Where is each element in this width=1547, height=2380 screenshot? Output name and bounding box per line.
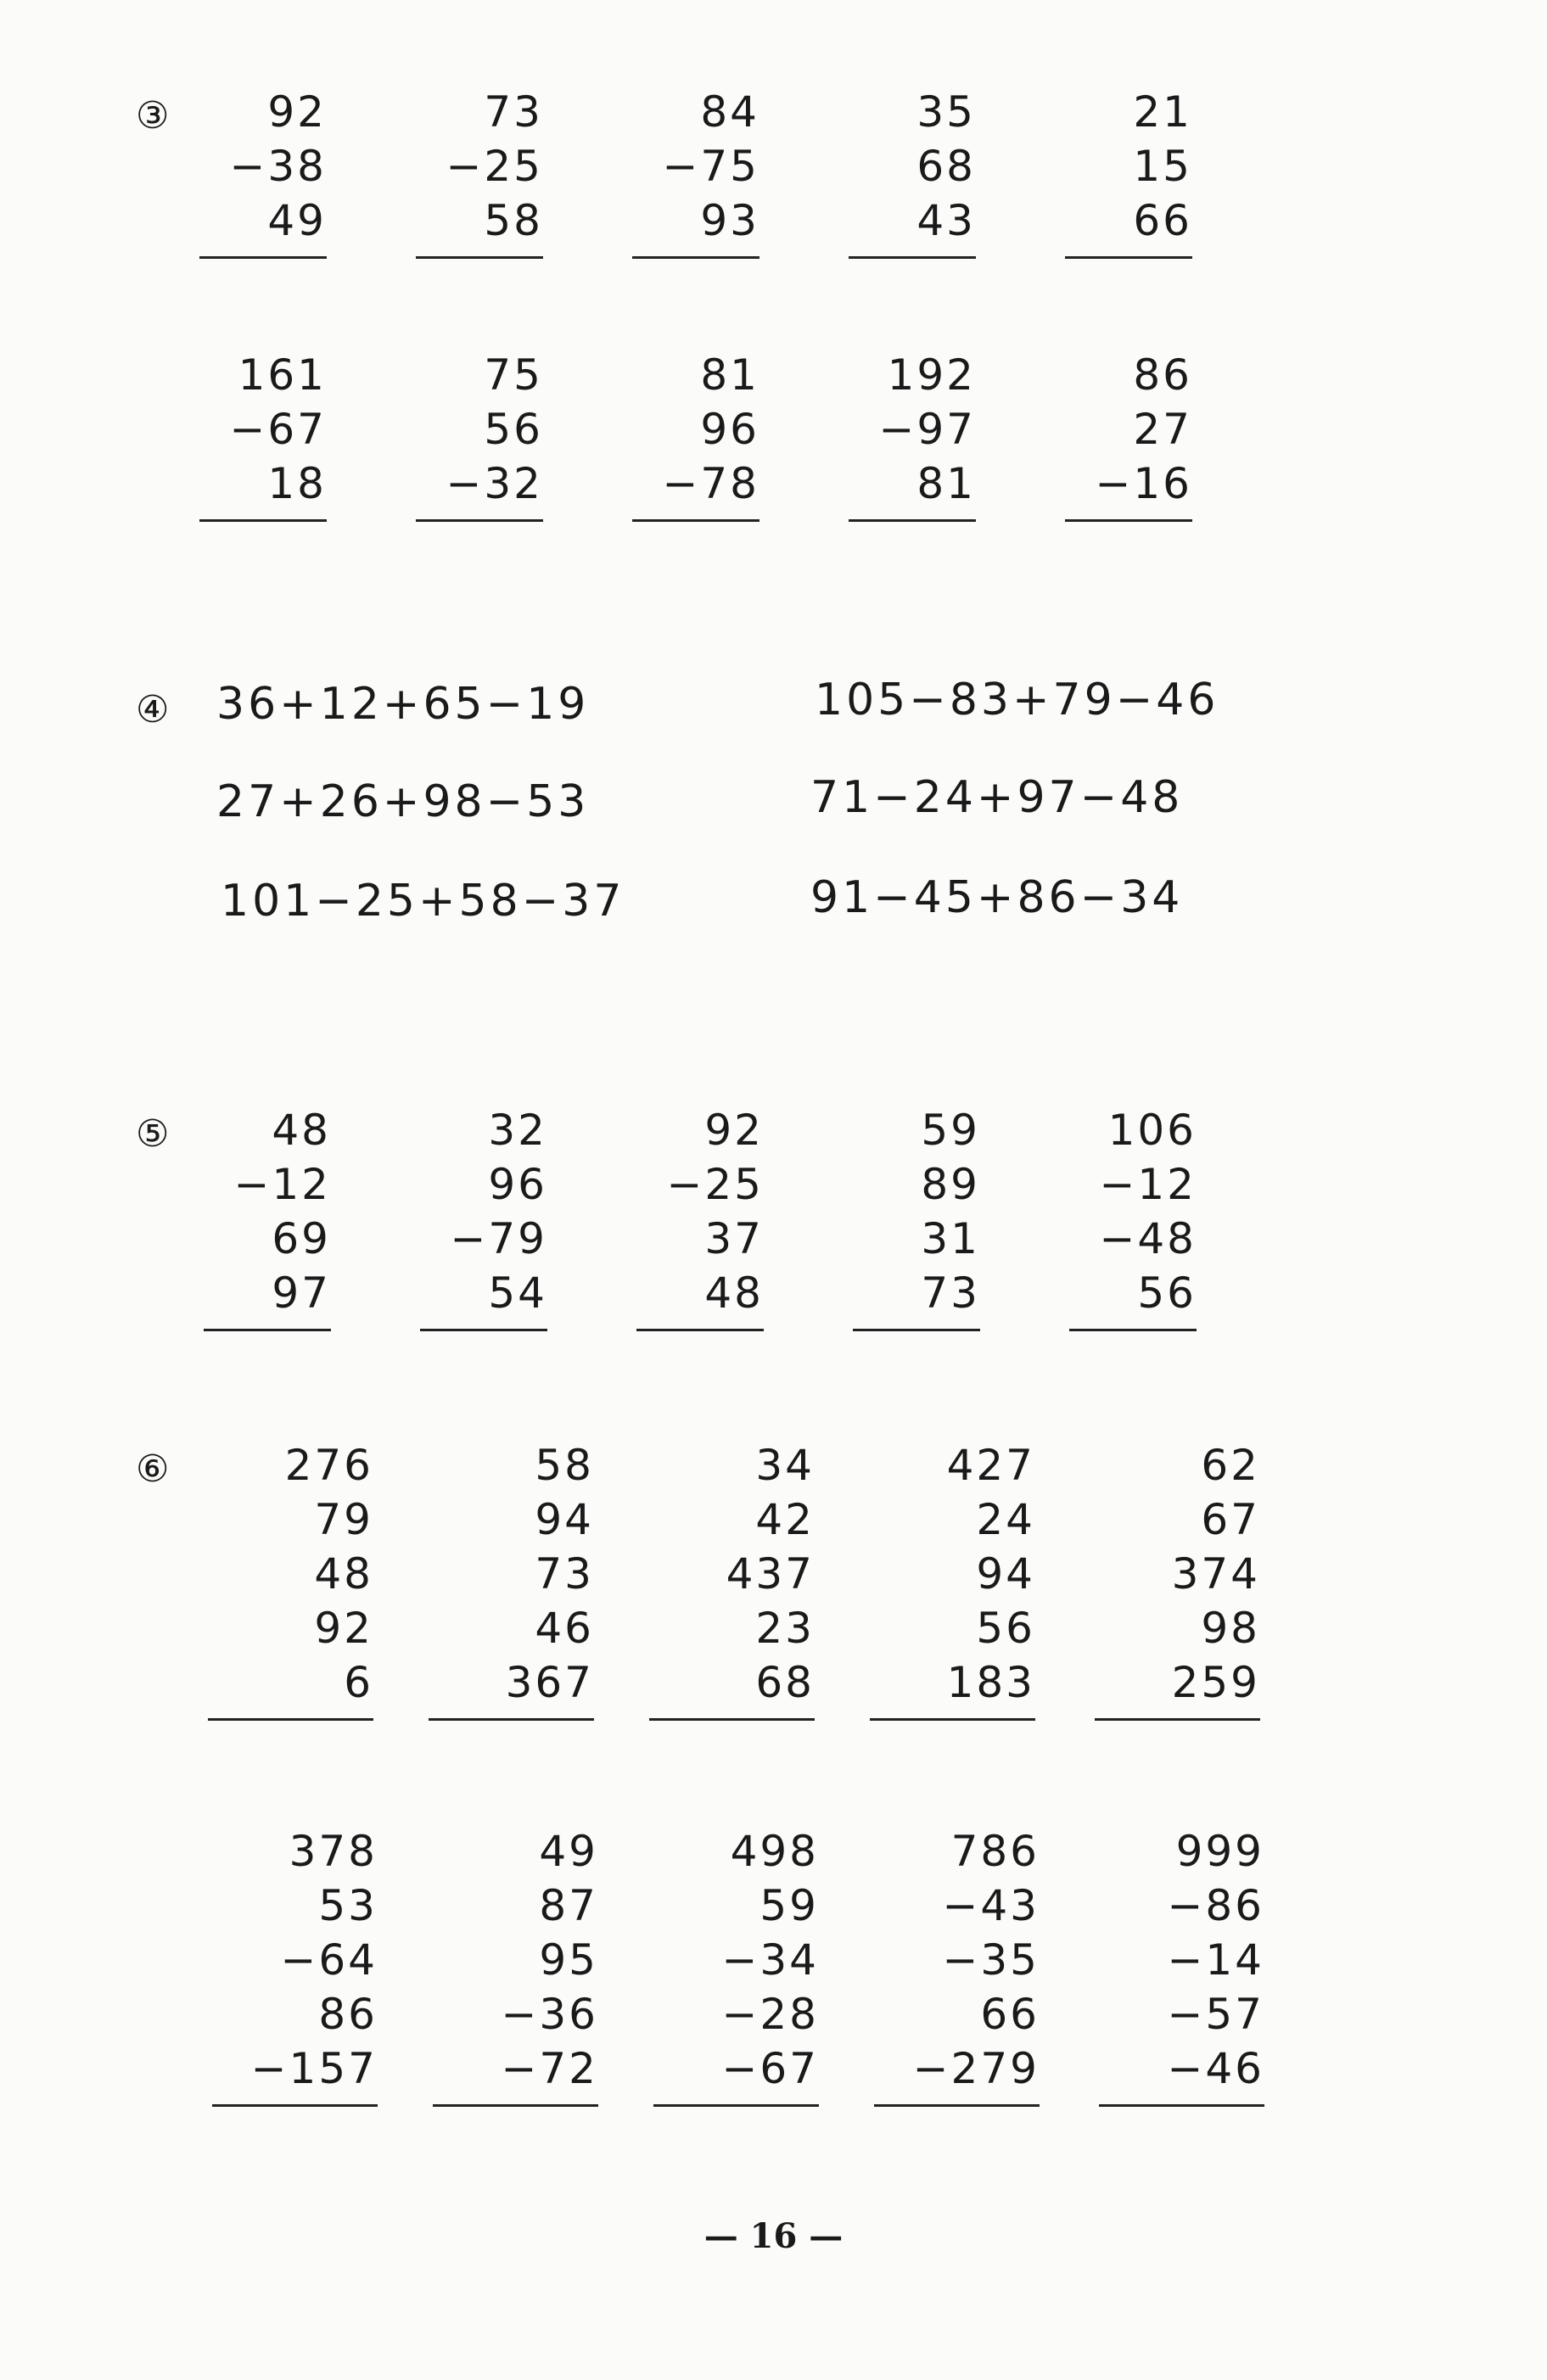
- operand: 42: [755, 1495, 815, 1544]
- answer-line: [653, 2104, 819, 2107]
- operand: 37: [704, 1214, 764, 1263]
- operand: −46: [1167, 2044, 1264, 2093]
- operand: 106: [1107, 1106, 1197, 1155]
- vertical-problem: [857, 348, 976, 522]
- operand: 96: [488, 1160, 547, 1209]
- section-5-label: ⑤: [136, 1112, 170, 1156]
- operand: 49: [539, 1827, 598, 1876]
- operand: −25: [446, 142, 543, 191]
- operand: 89: [921, 1160, 980, 1209]
- operand: 53: [318, 1881, 378, 1930]
- vertical-problem: [437, 1438, 594, 1721]
- operand: −36: [501, 1990, 598, 2039]
- operand: 62: [1201, 1441, 1260, 1490]
- operand: 498: [730, 1827, 819, 1876]
- answer-line: [849, 256, 976, 259]
- answer-line: [416, 519, 543, 522]
- operand: 31: [921, 1214, 980, 1263]
- section-3-label: ③: [136, 94, 170, 137]
- vertical-problem: [1107, 1824, 1264, 2107]
- operand: −75: [662, 142, 759, 191]
- vertical-problem: [861, 1103, 980, 1331]
- vertical-problem: [429, 1103, 547, 1331]
- operand: 56: [976, 1604, 1035, 1653]
- operand: 66: [1133, 196, 1192, 245]
- answer-line: [1065, 519, 1192, 522]
- vertical-problem: [216, 1438, 373, 1721]
- answer-line: [849, 519, 976, 522]
- operand: 192: [887, 350, 976, 400]
- operand: 73: [921, 1268, 980, 1318]
- vertical-problem: [221, 1824, 378, 2107]
- operand: 23: [755, 1604, 815, 1653]
- operand: 68: [755, 1658, 815, 1707]
- operand: 66: [980, 1990, 1040, 2039]
- operand: 58: [484, 196, 543, 245]
- answer-line: [1065, 256, 1192, 259]
- operand: 15: [1133, 142, 1192, 191]
- answer-line: [874, 2104, 1040, 2107]
- operand: 259: [1171, 1658, 1260, 1707]
- operand: 68: [916, 142, 976, 191]
- operand: 59: [921, 1106, 980, 1155]
- operand: 374: [1171, 1549, 1260, 1599]
- operand: 21: [1133, 87, 1192, 137]
- answer-line: [204, 1329, 331, 1331]
- vertical-problem: [1073, 348, 1192, 522]
- operand: 43: [916, 196, 976, 245]
- operand: 86: [318, 1990, 378, 2039]
- answer-line: [632, 256, 759, 259]
- operand: 56: [484, 405, 543, 454]
- operand: 81: [916, 459, 976, 508]
- operand: −86: [1167, 1881, 1264, 1930]
- operand: 84: [700, 87, 759, 137]
- operand: 6: [344, 1658, 373, 1707]
- vertical-problem: [424, 85, 543, 259]
- operand: 81: [700, 350, 759, 400]
- operand: 92: [314, 1604, 373, 1653]
- answer-line: [416, 256, 543, 259]
- vertical-problem: [658, 1438, 815, 1721]
- operand: −12: [1099, 1160, 1197, 1209]
- expression: 105−83+79−46: [815, 675, 1219, 725]
- operand: −157: [250, 2044, 378, 2093]
- operand: 367: [505, 1658, 594, 1707]
- operand: 94: [535, 1495, 594, 1544]
- answer-line: [199, 256, 327, 259]
- operand: −79: [450, 1214, 547, 1263]
- page-number: — 16 —: [703, 2216, 844, 2256]
- operand: 161: [238, 350, 327, 400]
- expression: 71−24+97−48: [810, 772, 1184, 823]
- operand: −32: [446, 459, 543, 508]
- answer-line: [199, 519, 327, 522]
- operand: 48: [314, 1549, 373, 1599]
- operand: 86: [1133, 350, 1192, 400]
- operand: −64: [280, 1935, 378, 1985]
- operand: 48: [704, 1268, 764, 1318]
- expression: 36+12+65−19: [216, 679, 590, 730]
- expression: 101−25+58−37: [221, 876, 625, 927]
- operand: 46: [535, 1604, 594, 1653]
- vertical-problem: [641, 85, 759, 259]
- operand: −48: [1099, 1214, 1197, 1263]
- answer-line: [636, 1329, 764, 1331]
- operand: 32: [488, 1106, 547, 1155]
- operand: 92: [267, 87, 327, 137]
- operand: 95: [539, 1935, 598, 1985]
- operand: 786: [950, 1827, 1040, 1876]
- operand: 54: [488, 1268, 547, 1318]
- operand: 87: [539, 1881, 598, 1930]
- operand: −12: [233, 1160, 331, 1209]
- expression: 27+26+98−53: [216, 776, 590, 827]
- vertical-problem: [1103, 1438, 1260, 1721]
- operand: 49: [267, 196, 327, 245]
- operand: −34: [721, 1935, 819, 1985]
- vertical-problem: [641, 348, 759, 522]
- answer-line: [1099, 2104, 1264, 2107]
- vertical-problem: [1078, 1103, 1197, 1331]
- answer-line: [649, 1718, 815, 1721]
- vertical-problem: [645, 1103, 764, 1331]
- answer-line: [212, 2104, 378, 2107]
- answer-line: [632, 519, 759, 522]
- answer-line: [870, 1718, 1035, 1721]
- vertical-problem: [1073, 85, 1192, 259]
- operand: 58: [535, 1441, 594, 1490]
- operand: 92: [704, 1106, 764, 1155]
- answer-line: [420, 1329, 547, 1331]
- vertical-problem: [883, 1824, 1040, 2107]
- operand: 75: [484, 350, 543, 400]
- operand: 18: [267, 459, 327, 508]
- operand: −16: [1095, 459, 1192, 508]
- answer-line: [1069, 1329, 1197, 1331]
- operand: 183: [946, 1658, 1035, 1707]
- vertical-problem: [208, 85, 327, 259]
- operand: 73: [535, 1549, 594, 1599]
- operand: 437: [726, 1549, 815, 1599]
- operand: 276: [284, 1441, 373, 1490]
- vertical-problem: [424, 348, 543, 522]
- vertical-problem: [662, 1824, 819, 2107]
- operand: 427: [946, 1441, 1035, 1490]
- operand: 34: [755, 1441, 815, 1490]
- answer-line: [1095, 1718, 1260, 1721]
- operand: 96: [700, 405, 759, 454]
- operand: 69: [272, 1214, 331, 1263]
- operand: 378: [289, 1827, 378, 1876]
- operand: 999: [1175, 1827, 1264, 1876]
- section-6-label: ⑥: [136, 1448, 170, 1491]
- operand: 79: [314, 1495, 373, 1544]
- operand: −78: [662, 459, 759, 508]
- operand: 97: [272, 1268, 331, 1318]
- answer-line: [433, 2104, 598, 2107]
- operand: 67: [1201, 1495, 1260, 1544]
- operand: −28: [721, 1990, 819, 2039]
- operand: −97: [878, 405, 976, 454]
- operand: −14: [1167, 1935, 1264, 1985]
- section-4-label: ④: [136, 688, 170, 731]
- operand: −43: [942, 1881, 1040, 1930]
- operand: −279: [912, 2044, 1040, 2093]
- operand: −38: [229, 142, 327, 191]
- operand: 48: [272, 1106, 331, 1155]
- operand: 27: [1133, 405, 1192, 454]
- vertical-problem: [857, 85, 976, 259]
- operand: 24: [976, 1495, 1035, 1544]
- answer-line: [429, 1718, 594, 1721]
- operand: −72: [501, 2044, 598, 2093]
- operand: −67: [229, 405, 327, 454]
- operand: 59: [759, 1881, 819, 1930]
- vertical-problem: [212, 1103, 331, 1331]
- vertical-problem: [208, 348, 327, 522]
- operand: 56: [1137, 1268, 1197, 1318]
- operand: −25: [666, 1160, 764, 1209]
- vertical-problem: [441, 1824, 598, 2107]
- operand: −35: [942, 1935, 1040, 1985]
- expression: 91−45+86−34: [810, 872, 1184, 923]
- operand: 94: [976, 1549, 1035, 1599]
- operand: 73: [484, 87, 543, 137]
- answer-line: [208, 1718, 373, 1721]
- vertical-problem: [878, 1438, 1035, 1721]
- operand: 98: [1201, 1604, 1260, 1653]
- operand: 35: [916, 87, 976, 137]
- operand: −67: [721, 2044, 819, 2093]
- answer-line: [853, 1329, 980, 1331]
- operand: −57: [1167, 1990, 1264, 2039]
- operand: 93: [700, 196, 759, 245]
